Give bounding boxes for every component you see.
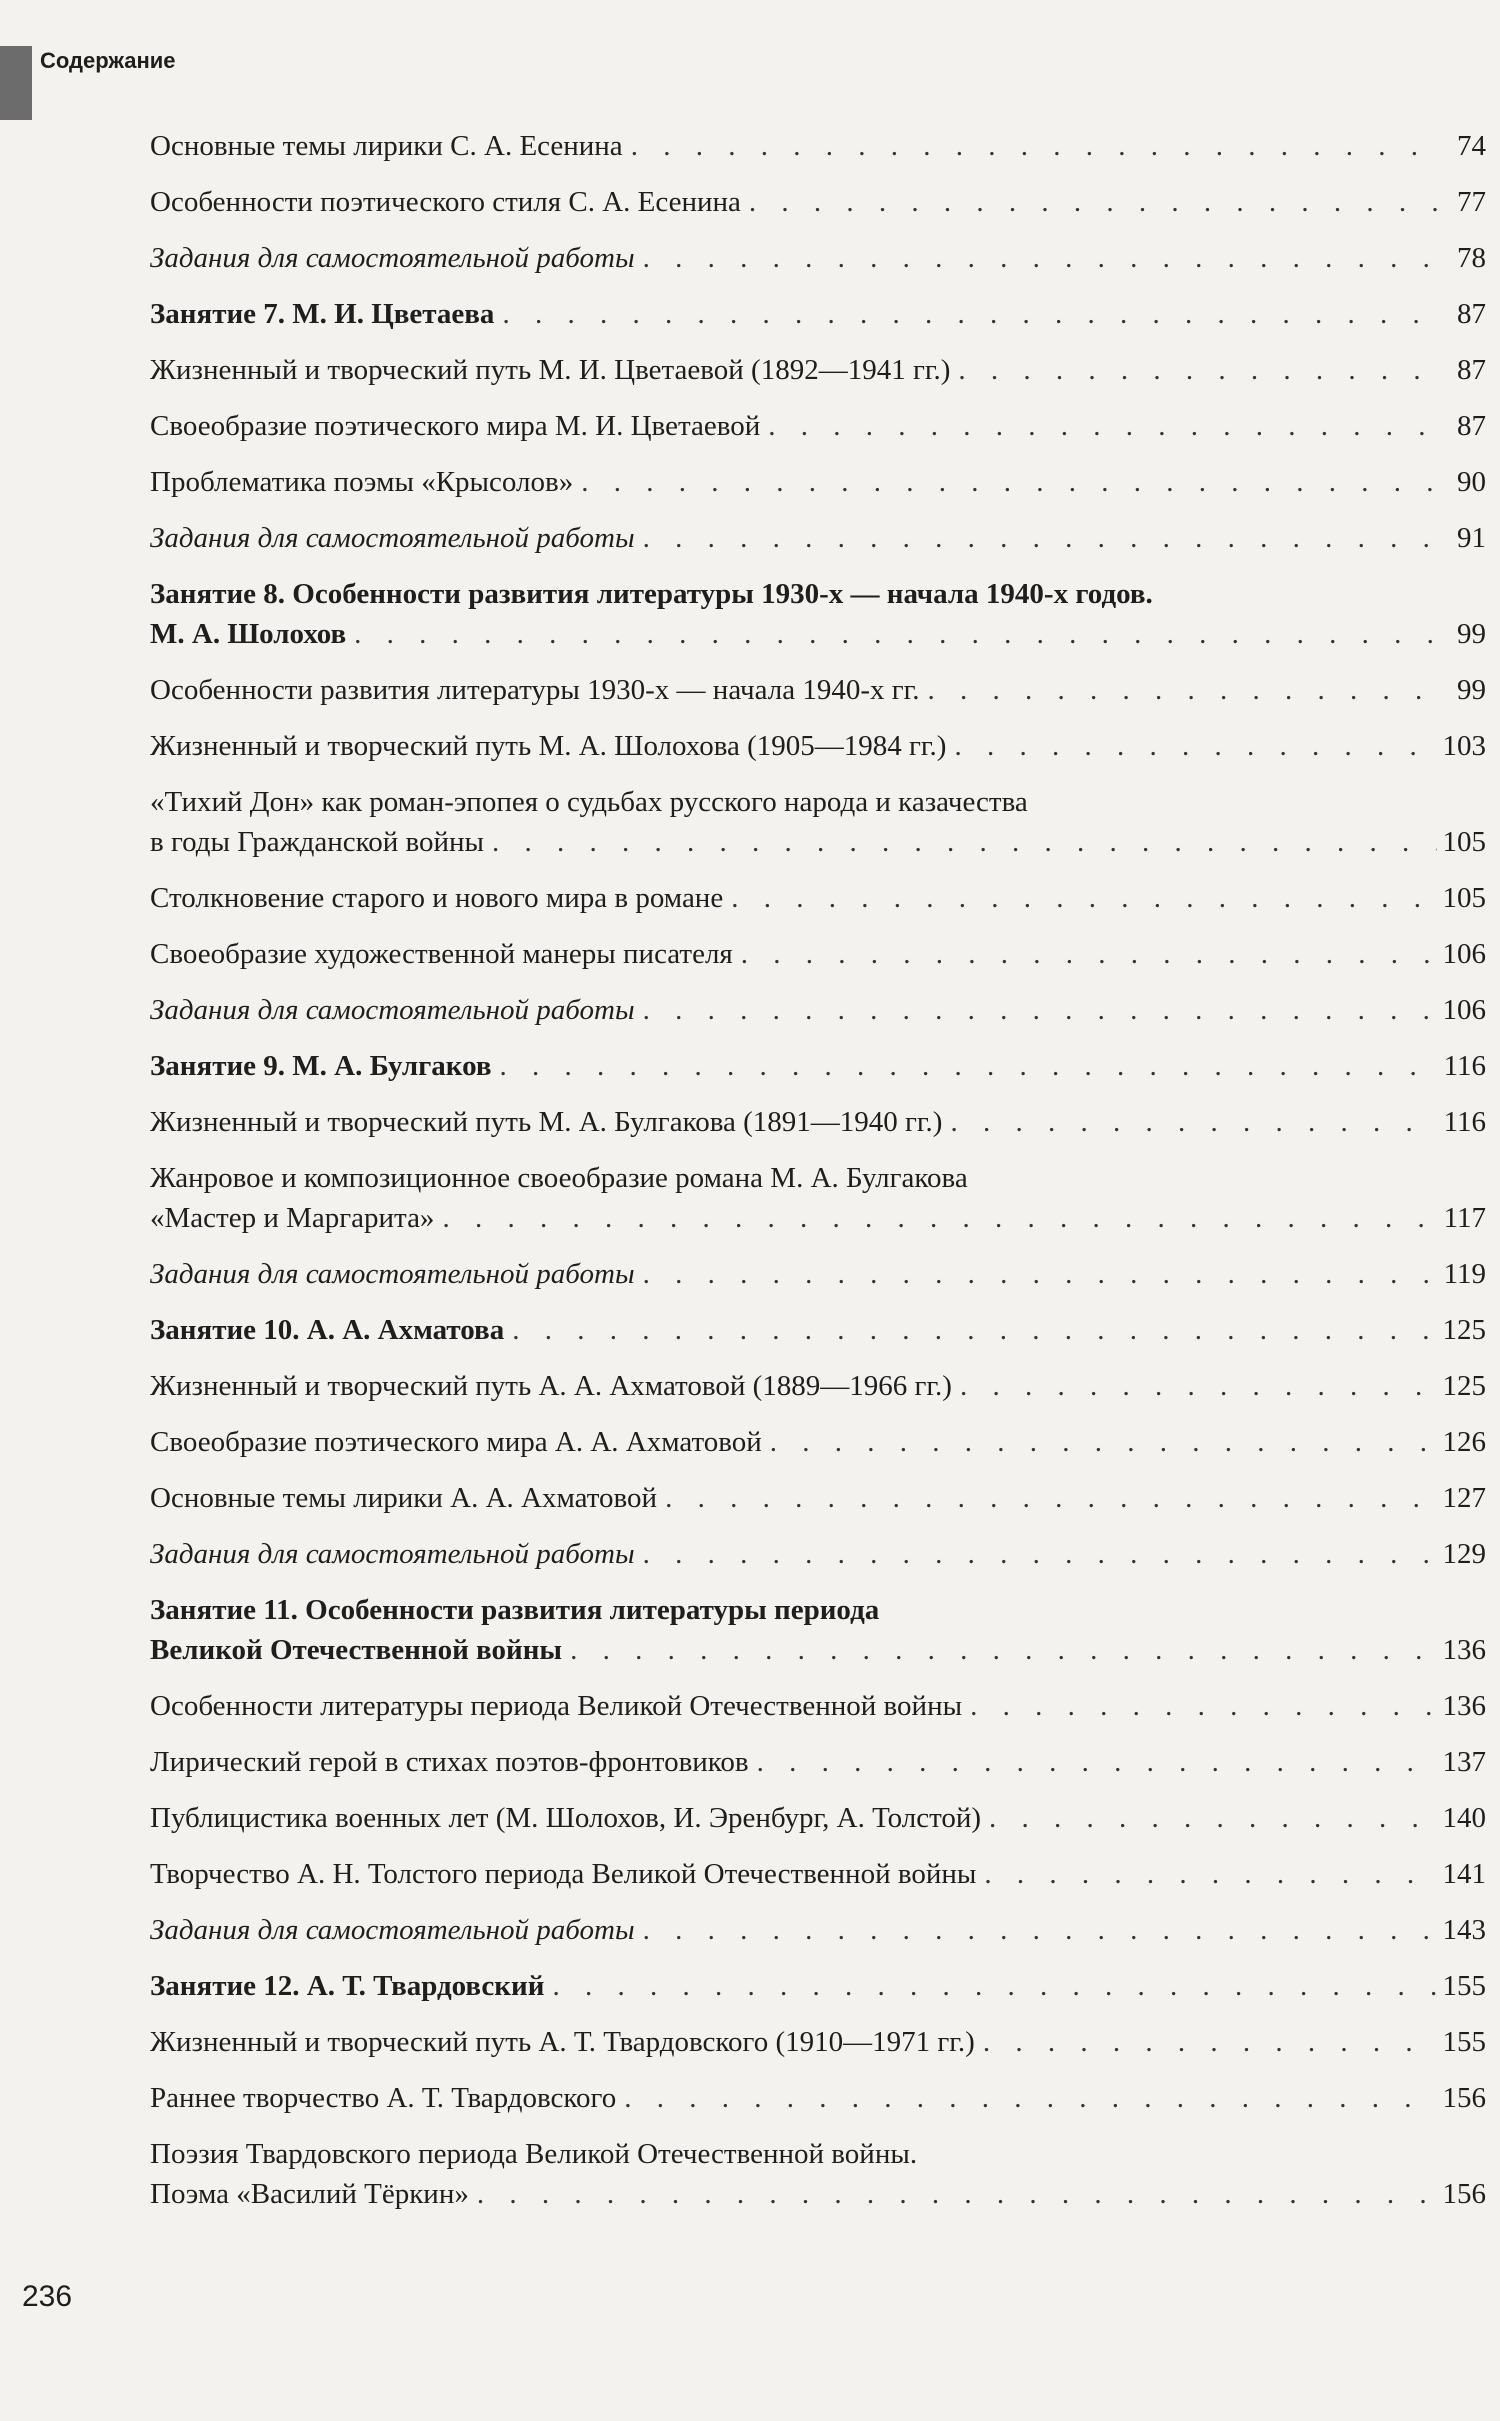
toc-entry-section[interactable] bbox=[150, 1478, 1486, 1518]
dot-leader bbox=[741, 934, 1437, 974]
toc-entry-title: Своеобразие поэтического мира А. А. Ахматовой bbox=[150, 1426, 762, 1458]
toc-entry-section[interactable] bbox=[150, 126, 1486, 166]
toc-entry-title: Раннее творчество А. Т. Твардовского bbox=[150, 2082, 617, 2114]
toc-entry-title: Своеобразие поэтического мира М. И. Цветаевой bbox=[150, 410, 761, 442]
toc-entry-page: 136 bbox=[1442, 1690, 1486, 1722]
toc-entry-title: Задания для самостоятельной работы bbox=[150, 1914, 635, 1946]
toc-entry-title: Особенности поэтического стиля С. А. Есенина bbox=[150, 186, 741, 218]
toc-entry-line bbox=[150, 670, 1486, 710]
toc-entry-title-line1: Жанровое и композиционное своеобразие романа М. А. Булгакова bbox=[150, 1162, 968, 1194]
page-number: 236 bbox=[22, 2280, 73, 2313]
toc-entry-title-line1: Поэзия Твардовского периода Великой Отечественной войны. bbox=[150, 2138, 918, 2170]
toc-entry-line bbox=[150, 518, 1486, 558]
dot-leader bbox=[643, 238, 1440, 278]
toc-entry-section[interactable] bbox=[150, 1686, 1486, 1726]
toc-entry-chapter[interactable] bbox=[150, 1046, 1486, 1086]
toc-entry-title: Жизненный и творческий путь М. И. Цветаевой (1892—1941 гг.) bbox=[150, 354, 951, 386]
toc-entry-title: Своеобразие художественной манеры писателя bbox=[150, 938, 733, 970]
dot-leader bbox=[643, 1254, 1438, 1294]
toc-entry-line bbox=[150, 726, 1486, 766]
toc-entry-page: 155 bbox=[1442, 2026, 1486, 2058]
toc-entry-title: Столкновение старого и нового мира в романе bbox=[150, 882, 724, 914]
toc-entry-chapter[interactable] bbox=[150, 1310, 1486, 1350]
toc-entry-page: 103 bbox=[1442, 730, 1486, 762]
toc-entry-chapter[interactable] bbox=[150, 1966, 1486, 2006]
dot-leader bbox=[570, 1630, 1436, 1670]
dot-leader bbox=[552, 1966, 1436, 2006]
dot-leader bbox=[958, 350, 1440, 390]
toc-entry-title: Лирический герой в стихах поэтов-фронтовиков bbox=[150, 1746, 749, 1778]
toc-entry-page: 74 bbox=[1457, 130, 1486, 162]
dot-leader bbox=[492, 822, 1436, 862]
toc-entry-line bbox=[150, 2022, 1486, 2062]
toc-entry-page: 99 bbox=[1457, 674, 1486, 706]
toc-entry-page: 140 bbox=[1442, 1802, 1486, 1834]
toc-entry-line bbox=[150, 1966, 1486, 2006]
toc-entry-page: 116 bbox=[1443, 1050, 1486, 1082]
toc-entry-line bbox=[150, 1046, 1486, 1086]
dot-leader bbox=[770, 1422, 1437, 1462]
toc-entry-chapter[interactable] bbox=[150, 574, 1486, 654]
dot-leader bbox=[354, 614, 1440, 654]
toc-entry-page: 119 bbox=[1443, 1258, 1486, 1290]
toc-entry-line bbox=[150, 1422, 1486, 1462]
toc-entry-line bbox=[150, 1366, 1486, 1406]
dot-leader bbox=[643, 990, 1437, 1030]
toc-entry-page: 87 bbox=[1457, 410, 1486, 442]
toc-entry-page: 116 bbox=[1443, 1106, 1486, 1138]
toc-entry-section[interactable] bbox=[150, 2134, 1486, 2214]
dot-leader bbox=[984, 1854, 1436, 1894]
dot-leader bbox=[624, 2078, 1436, 2118]
toc-entry-section[interactable] bbox=[150, 726, 1486, 766]
toc-entry-section[interactable] bbox=[150, 1854, 1486, 1894]
dot-leader bbox=[950, 1102, 1437, 1142]
toc-entry-line bbox=[150, 126, 1486, 166]
toc-entry-task[interactable] bbox=[150, 990, 1486, 1030]
toc-entry-line bbox=[150, 1102, 1486, 1142]
toc-entry-page: 91 bbox=[1457, 522, 1486, 554]
toc-entry-chapter[interactable] bbox=[150, 1590, 1486, 1670]
toc-entry-page: 126 bbox=[1442, 1426, 1486, 1458]
dot-leader bbox=[757, 1742, 1437, 1782]
toc-entry-line bbox=[150, 238, 1486, 278]
dot-leader bbox=[502, 294, 1440, 334]
toc-entry-line bbox=[150, 1630, 1486, 1670]
dot-leader bbox=[500, 1046, 1438, 1086]
toc-entry-task[interactable] bbox=[150, 518, 1486, 558]
dot-leader bbox=[989, 1798, 1436, 1838]
toc-entry-page: 90 bbox=[1457, 466, 1486, 498]
dot-leader bbox=[768, 406, 1440, 446]
toc-entry-title: Задания для самостоятельной работы bbox=[150, 1538, 635, 1570]
toc-entry-page: 99 bbox=[1457, 618, 1486, 650]
toc-entry-title: Основные темы лирики А. А. Ахматовой bbox=[150, 1482, 658, 1514]
toc-entry-title: Задания для самостоятельной работы bbox=[150, 522, 635, 554]
toc-entry-title: Жизненный и творческий путь А. Т. Твардовского (1910—1971 гг.) bbox=[150, 2026, 975, 2058]
toc-entry-page: 125 bbox=[1442, 1314, 1486, 1346]
toc-entry-page: 156 bbox=[1442, 2178, 1486, 2210]
toc-entry-title: Проблематика поэмы «Крысолов» bbox=[150, 466, 574, 498]
toc-entry-section[interactable] bbox=[150, 670, 1486, 710]
toc-entry-line bbox=[150, 1310, 1486, 1350]
toc-entry-line bbox=[150, 822, 1486, 862]
toc-entry-page: 87 bbox=[1457, 354, 1486, 386]
toc-entry-title: Задания для самостоятельной работы bbox=[150, 242, 635, 274]
toc-entry-title-line1: «Тихий Дон» как роман-эпопея о судьбах русского народа и казачества bbox=[150, 786, 1028, 818]
toc-entry-line bbox=[150, 182, 1486, 222]
toc-entry-title-line1: Занятие 8. Особенности развития литературы 1930-х — начала 1940-х годов. bbox=[150, 578, 1153, 610]
toc-entry-page: 106 bbox=[1442, 938, 1486, 970]
dot-leader bbox=[581, 462, 1440, 502]
toc-entry-page: 87 bbox=[1457, 298, 1486, 330]
toc-entry-task[interactable] bbox=[150, 1910, 1486, 1950]
toc-entry-title-line1: Занятие 11. Особенности развития литературы периода bbox=[150, 1594, 880, 1626]
toc-entry-title: Занятие 10. А. А. Ахматова bbox=[150, 1314, 505, 1346]
toc-entry-line bbox=[150, 934, 1486, 974]
toc-entry-title: Жизненный и творческий путь М. А. Шолохова (1905—1984 гг.) bbox=[150, 730, 947, 762]
toc-entry-title: Творчество А. Н. Толстого периода Великой Отечественной войны bbox=[150, 1858, 977, 1890]
dot-leader bbox=[749, 182, 1440, 222]
dot-leader bbox=[960, 1366, 1437, 1406]
toc-entry-section[interactable] bbox=[150, 1798, 1486, 1838]
running-header: Содержание bbox=[40, 48, 176, 73]
toc-entry-title: Занятие 7. М. И. Цветаева bbox=[150, 298, 495, 330]
toc-entry-line bbox=[150, 1742, 1486, 1782]
toc-entry-line bbox=[150, 294, 1486, 334]
toc-entry-page: 143 bbox=[1442, 1914, 1486, 1946]
toc-entry-line bbox=[150, 990, 1486, 1030]
toc-entry-section[interactable] bbox=[150, 1102, 1486, 1142]
toc-entry-title: Особенности развития литературы 1930-х — начала 1940-х гг. bbox=[150, 674, 920, 706]
toc-entry-page: 129 bbox=[1442, 1538, 1486, 1570]
toc-entry-section[interactable] bbox=[150, 2078, 1486, 2118]
dot-leader bbox=[477, 2174, 1437, 2214]
toc-entry-page: 105 bbox=[1442, 882, 1486, 914]
toc-entry-page: 137 bbox=[1442, 1746, 1486, 1778]
toc-entry-title: Великой Отечественной войны bbox=[150, 1634, 563, 1666]
toc-entry-page: 77 bbox=[1457, 186, 1486, 218]
toc-entry-section[interactable] bbox=[150, 2022, 1486, 2062]
toc-entry-line bbox=[150, 350, 1486, 390]
toc-entry-line bbox=[150, 1686, 1486, 1726]
toc-entry-line bbox=[150, 1798, 1486, 1838]
toc-entry-line bbox=[150, 1534, 1486, 1574]
dot-leader bbox=[970, 1686, 1436, 1726]
dot-leader bbox=[731, 878, 1436, 918]
toc-entry-task[interactable] bbox=[150, 1254, 1486, 1294]
toc-entry-title: Поэма «Василий Тёркин» bbox=[150, 2178, 469, 2210]
toc-entry-line bbox=[150, 1198, 1486, 1238]
dot-leader bbox=[643, 518, 1440, 558]
toc-entry-page: 156 bbox=[1442, 2082, 1486, 2114]
toc-entry-title: М. А. Шолохов bbox=[150, 618, 347, 650]
toc-entry-title: Задания для самостоятельной работы bbox=[150, 994, 635, 1026]
toc-entry-page: 136 bbox=[1442, 1634, 1486, 1666]
toc-entry-title: Занятие 12. А. Т. Твардовский bbox=[150, 1970, 545, 2002]
toc-entry-task[interactable] bbox=[150, 238, 1486, 278]
toc-entry-section[interactable] bbox=[150, 1422, 1486, 1462]
dot-leader bbox=[643, 1534, 1437, 1574]
toc-entry-line bbox=[150, 1854, 1486, 1894]
toc-entry-task[interactable] bbox=[150, 1534, 1486, 1574]
toc-entry-line bbox=[150, 2078, 1486, 2118]
toc-entry-title: Занятие 9. М. А. Булгаков bbox=[150, 1050, 492, 1082]
header-tab-marker bbox=[0, 46, 32, 120]
toc-entry-section[interactable] bbox=[150, 462, 1486, 502]
toc-entry-page: 106 bbox=[1442, 994, 1486, 1026]
toc-entry-title: Основные темы лирики С. А. Есенина bbox=[150, 130, 623, 162]
toc-entry-section[interactable] bbox=[150, 1366, 1486, 1406]
toc-entry-section[interactable] bbox=[150, 934, 1486, 974]
toc-entry-page: 105 bbox=[1442, 826, 1486, 858]
toc-entry-line bbox=[150, 878, 1486, 918]
toc-entry-section[interactable] bbox=[150, 1158, 1486, 1238]
toc-entry-section[interactable] bbox=[150, 182, 1486, 222]
dot-leader bbox=[954, 726, 1436, 766]
toc-entry-title: Жизненный и творческий путь М. А. Булгакова (1891—1940 гг.) bbox=[150, 1106, 943, 1138]
toc-entry-title: Жизненный и творческий путь А. А. Ахматовой (1889—1966 гг.) bbox=[150, 1370, 952, 1402]
dot-leader bbox=[631, 126, 1440, 166]
toc-entry-page: 78 bbox=[1457, 242, 1486, 274]
dot-leader bbox=[928, 670, 1440, 710]
dot-leader bbox=[512, 1310, 1436, 1350]
toc-entry-chapter[interactable] bbox=[150, 294, 1486, 334]
dot-leader bbox=[643, 1910, 1437, 1950]
toc-entry-line bbox=[150, 1478, 1486, 1518]
dot-leader bbox=[983, 2022, 1437, 2062]
toc-entry-line bbox=[150, 406, 1486, 446]
toc-entry-page: 141 bbox=[1442, 1858, 1486, 1890]
toc-entry-line bbox=[150, 2174, 1486, 2214]
toc-entry-section[interactable] bbox=[150, 878, 1486, 918]
toc-entry-line bbox=[150, 1254, 1486, 1294]
toc-entry-section[interactable] bbox=[150, 350, 1486, 390]
table-of-contents bbox=[150, 126, 1486, 2230]
toc-entry-page: 117 bbox=[1443, 1202, 1486, 1234]
toc-entry-section[interactable] bbox=[150, 1742, 1486, 1782]
toc-entry-title: Задания для самостоятельной работы bbox=[150, 1258, 635, 1290]
dot-leader bbox=[442, 1198, 1437, 1238]
dot-leader bbox=[665, 1478, 1436, 1518]
toc-entry-title: Особенности литературы периода Великой Отечественной войны bbox=[150, 1690, 963, 1722]
toc-entry-line bbox=[150, 462, 1486, 502]
toc-entry-page: 125 bbox=[1442, 1370, 1486, 1402]
toc-entry-line bbox=[150, 614, 1486, 654]
toc-entry-section[interactable] bbox=[150, 406, 1486, 446]
toc-entry-title: в годы Гражданской войны bbox=[150, 826, 485, 858]
toc-entry-line bbox=[150, 1910, 1486, 1950]
toc-entry-section[interactable] bbox=[150, 782, 1486, 862]
toc-entry-title: «Мастер и Маргарита» bbox=[150, 1202, 435, 1234]
toc-entry-page: 155 bbox=[1442, 1970, 1486, 2002]
toc-entry-title: Публицистика военных лет (М. Шолохов, И. Эренбург, А. Толстой) bbox=[150, 1802, 982, 1834]
toc-entry-page: 127 bbox=[1442, 1482, 1486, 1514]
